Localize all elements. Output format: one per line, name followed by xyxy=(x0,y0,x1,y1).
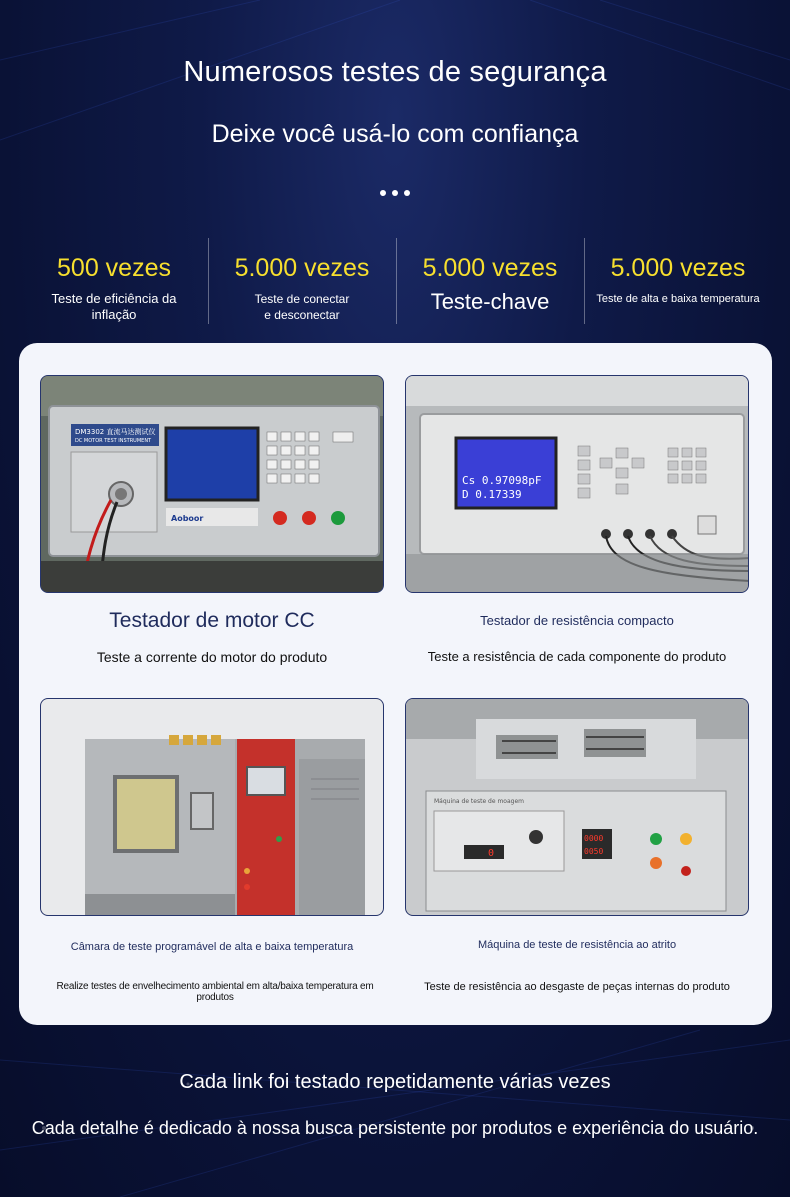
brand-text: Aoboor xyxy=(171,514,204,523)
counter-3: 0050 xyxy=(584,847,604,856)
footer-line-2: Cada detalhe é dedicado à nossa busca persistente por produtos e experiência do usuário. xyxy=(31,1118,759,1138)
test-title: Máquina de teste de resistência ao atrito xyxy=(477,939,677,951)
screen-line-2: D 0.17339 xyxy=(462,488,522,501)
counter-1: 0 xyxy=(488,848,495,859)
dots-divider xyxy=(0,190,790,196)
stat-label: Teste de eficiência da inflação xyxy=(51,291,177,322)
page-title: Numerosos testes de segurança xyxy=(183,56,607,88)
test-title: Câmara de teste programável de alta e baixa temperatura xyxy=(70,941,354,953)
resistance-tester-image xyxy=(405,375,749,593)
stat-item xyxy=(20,238,208,326)
footer-line-1: Cada link foi testado repetidamente várias vezes xyxy=(179,1071,611,1093)
test-description: Teste de resistência ao desgaste de peças internas do produto xyxy=(424,981,730,993)
test-description: Teste a corrente do motor do produto xyxy=(96,649,328,665)
screen-line-1: Cs 0.97098pF xyxy=(462,474,542,487)
test-title: Testador de resistência compacto xyxy=(480,613,674,628)
test-description: Teste a resistência de cada componente do produto xyxy=(427,649,727,664)
abrasion-machine-image xyxy=(405,698,749,916)
tests-card xyxy=(19,343,772,1025)
temperature-chamber-image xyxy=(40,698,384,916)
stat-item xyxy=(396,238,584,326)
panel-sub-text: DC MOTOR TEST INSTRUMENT xyxy=(75,438,152,444)
test-title: Testador de motor CC xyxy=(109,609,315,632)
stats-row xyxy=(20,238,772,326)
panel-title-text: DM3302 直流马达测试仪 xyxy=(75,428,156,436)
machine-panel-label: Máquina de teste de moagem xyxy=(434,798,524,805)
stat-label: Teste-chave xyxy=(430,289,550,314)
stat-value: 5.000 vezes xyxy=(234,254,370,282)
stat-label: Teste de alta e baixa temperatura xyxy=(596,293,760,305)
stat-item xyxy=(208,238,396,326)
stat-value: 500 vezes xyxy=(57,254,171,282)
stat-item xyxy=(584,238,772,326)
counter-2: 0000 xyxy=(584,834,604,843)
page-subtitle: Deixe você usá-lo com confiança xyxy=(211,120,579,148)
stat-label: Teste de conectar e desconectar xyxy=(254,292,350,322)
stat-value: 5.000 vezes xyxy=(610,254,746,282)
test-description: Realize testes de envelhecimento ambiental em alta/baixa temperatura em produtos xyxy=(56,981,374,1003)
dc-motor-tester-image xyxy=(40,375,384,593)
stat-value: 5.000 vezes xyxy=(422,254,558,282)
